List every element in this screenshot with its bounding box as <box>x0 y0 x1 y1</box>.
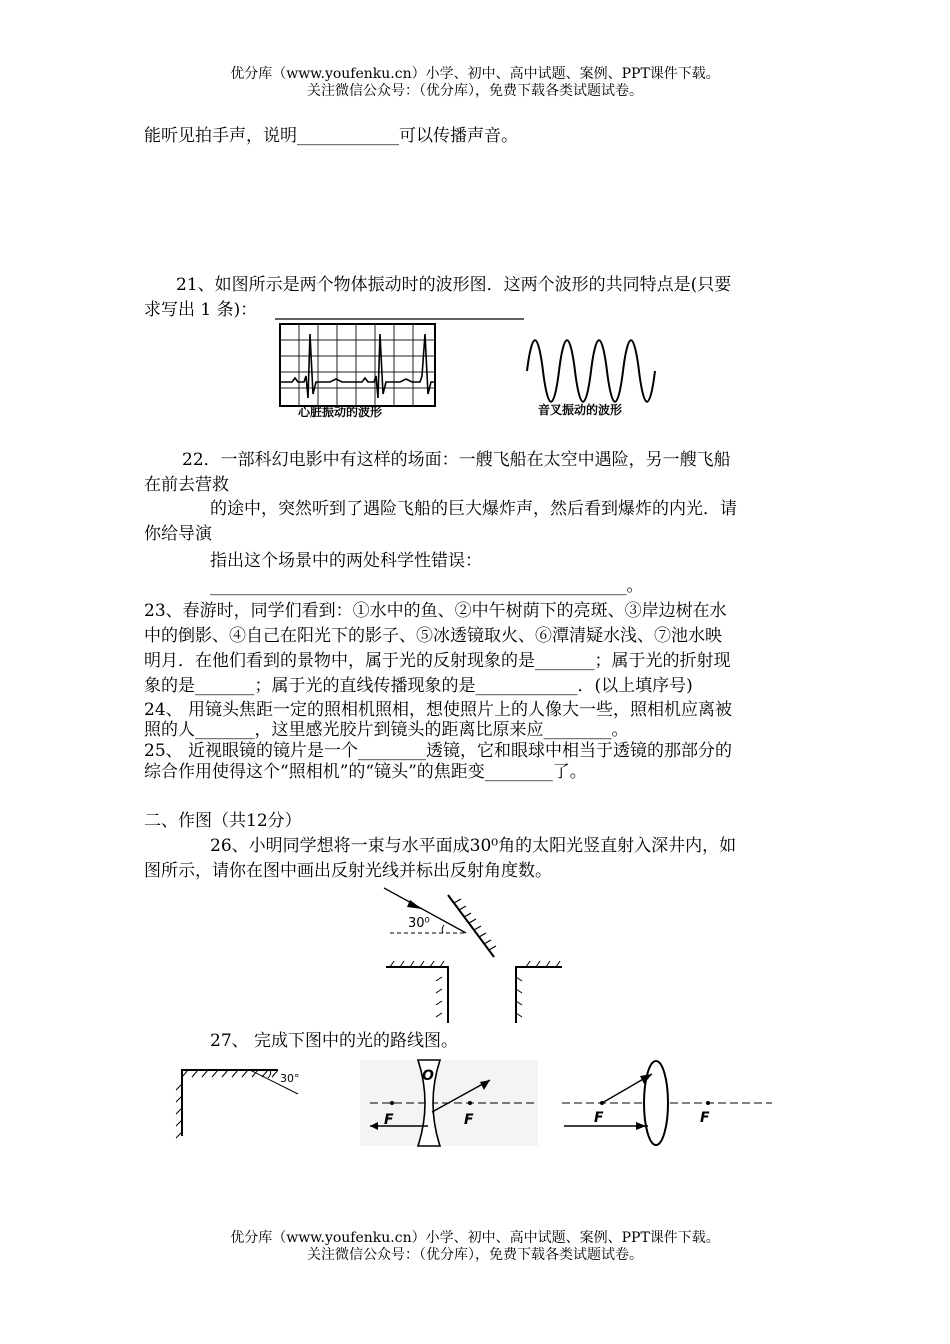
q21-line-1: 21、如图所示是两个物体振动时的波形图．这两个波形的共同特点是(只要 <box>176 275 732 295</box>
convex-lens-figure <box>562 1061 772 1145</box>
q21-figure <box>270 310 670 430</box>
lens-center-label: O <box>422 1068 434 1084</box>
q26-line-2: 图所示，请你在图中画出反射光线并标出反射角度数。 <box>144 861 552 881</box>
angle-label: 30⁰ <box>408 916 430 931</box>
convex-focus-left: F <box>594 1110 604 1126</box>
q21-line-2: 求写出 1 条)： <box>144 300 258 320</box>
header-line-1: 优分库（www.youfenku.cn）小学、初中、高中试题、案例、PPT课件下载。 <box>230 66 720 82</box>
well-right-wall <box>516 967 562 1023</box>
header-line-2: 关注微信公众号：（优分库），免费下载各类试题试卷。 <box>307 83 643 99</box>
q26-well-figure <box>370 885 590 1025</box>
q25-line-2: 综合作用使得这个“照相机”的“镜头”的焦距变________了。 <box>144 762 587 782</box>
convex-focus-right: F <box>700 1110 710 1126</box>
q22-line-2: 在前去营救 <box>144 475 229 495</box>
q27-figures <box>170 1050 790 1150</box>
corner-angle-label: 30° <box>280 1072 300 1085</box>
page-header <box>0 66 950 100</box>
mirror-hatching <box>454 899 496 950</box>
q25-line-1: 25、 近视眼镜的镜片是一个________透镜，它和眼球中相当于透镜的那部分的 <box>144 741 733 761</box>
q27-line-1: 27、 完成下图中的光的路线图。 <box>210 1031 459 1051</box>
heart-waveform-chart <box>280 324 435 406</box>
concave-lens-figure <box>360 1060 538 1146</box>
caption-fork-waveform: 音叉振动的波形 <box>538 403 623 417</box>
q24-line-1: 24、 用镜头焦距一定的照相机照相，想使照片上的人像大一些，照相机应离被 <box>144 700 733 720</box>
footer-line-1: 优分库（www.youfenku.cn）小学、初中、高中试题、案例、PPT课件下载。 <box>230 1230 720 1246</box>
q22-line-5: 指出这个场景中的两处科学性错误： <box>210 551 482 571</box>
concave-focus-left: F <box>384 1112 394 1128</box>
q22-answer-blank: _________________________________________________。 <box>210 576 644 596</box>
q23-line-4: 象的是_______；属于光的直线传播现象的是____________．(以上填序号) <box>144 676 693 696</box>
caption-heart-waveform: 心脏振动的波形 <box>298 405 383 419</box>
q23-line-3: 明月．在他们看到的景物中，属于光的反射现象的是_______；属于光的折射现 <box>144 651 731 671</box>
q22-line-1: 22．一部科幻电影中有这样的场面：一艘飞船在太空中遇险，另一艘飞船 <box>182 450 731 470</box>
well-right-hatching <box>516 961 560 1017</box>
section-2-title: 二、作图（共12分） <box>144 811 302 831</box>
angle-arc <box>442 925 444 933</box>
q24-line-2: 照的人_______，这里感光胶片到镜头的距离比原来应________。 <box>144 720 629 740</box>
q23-line-1: 23、春游时，同学们看到：①水中的鱼、②中午树荫下的亮斑、③岸边树在水 <box>144 601 727 621</box>
footer-line-2: 关注微信公众号：（优分库），免费下载各类试题试卷。 <box>307 1247 643 1263</box>
q26-line-1: 26、小明同学想将一束与水平面成30⁰角的太阳光竖直射入深井内，如 <box>210 836 737 856</box>
page-footer <box>0 1230 950 1264</box>
convex-lens <box>644 1061 668 1145</box>
q20-tail: 能听见拍手声，说明____________可以传播声音。 <box>144 126 518 146</box>
corner-mirror-figure <box>176 1070 300 1138</box>
q22-line-3: 的途中，突然听到了遇险飞船的巨大爆炸声，然后看到爆炸的内光．请 <box>210 499 737 519</box>
concave-focus-right: F <box>464 1112 474 1128</box>
q23-line-2: 中的倒影、④自己在阳光下的影子、⑤冰透镜取火、⑥潭清疑水浅、⑦池水映 <box>144 626 722 646</box>
q22-line-4: 你给导演 <box>144 524 212 544</box>
plane-mirror <box>448 895 494 957</box>
tuning-fork-waveform <box>527 340 655 402</box>
well-left-hatching <box>390 961 444 1017</box>
